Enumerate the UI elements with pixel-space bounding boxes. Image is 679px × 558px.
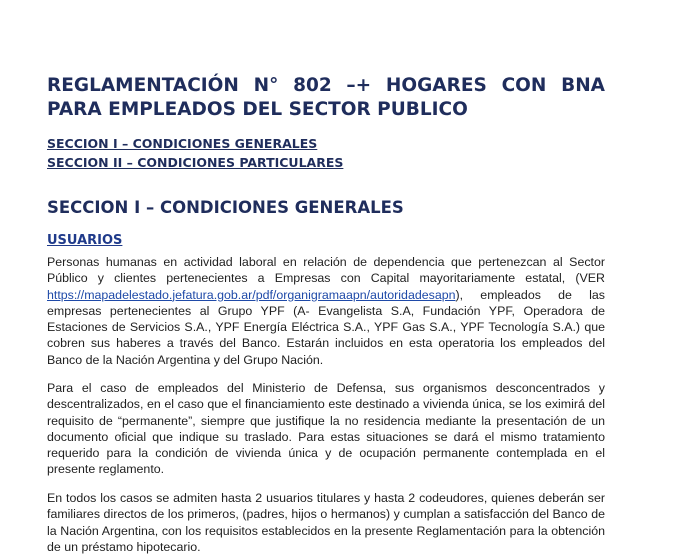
- paragraph-titulares: En todos los casos se admiten hasta 2 usuarios titulares y hasta 2 codeudores, quienes deberán ser familiares directos de los primeros, (padres, hijos o hermanos) y cumplan a satisfacción del Banco de la Nación Argentina, con los requisitos establecidos en la presente Reglamentación para la obtención de un préstamo hipotecario.: [47, 491, 605, 554]
- document-title: REGLAMENTACIÓN N° 802 –+ HOGARES CON BNA PARA EMPLEADOS DEL SECTOR PUBLICO: [47, 75, 605, 120]
- paragraph-usuarios-outro: ), empleados de las empresas pertenecientes al Grupo YPF (A- Evangelista S.A, Fundación YPF, Operadora de Estaciones de Servicios S.A., YPF Energía Eléctrica S.A., YPF Gas S.A., YPF Tecnología S.A.) que cobren sus haberes a través del Banco. Estarán incluidos en esta operatoria los empleados del Banco de la Nación Argentina y del Grupo Nación.: [47, 287, 605, 367]
- mapa-del-estado-link[interactable]: https://mapadelestado.jefatura.gob.ar/pdf/organigramaapn/autoridadesapn: [47, 287, 456, 302]
- usuarios-subheading: USUARIOS: [47, 233, 123, 248]
- paragraph-usuarios: [47, 254, 605, 368]
- table-of-contents: [47, 134, 605, 172]
- toc-item-section-2: [47, 153, 605, 172]
- toc-item-section-1: [47, 134, 605, 153]
- paragraph-defensa: Para el caso de empleados del Ministerio de Defensa, sus organismos desconcentrados y descentralizados, en el caso que el financiamiento este destinado a vivienda única, se los eximirá del requisito de “permanente”, siempre que justifique la no residencia mediante la presentación de un documento oficial que indique su traslado. Para estas situaciones se dará el mismo tratamiento requerido para la condición de vivienda única y de ocupación permanente contemplada en el presente reglamento.: [47, 381, 605, 477]
- section-heading: SECCION I – CONDICIONES GENERALES: [47, 198, 404, 217]
- toc-link-section-2[interactable]: SECCION II – CONDICIONES PARTICULARES: [47, 155, 344, 170]
- toc-link-section-1[interactable]: SECCION I – CONDICIONES GENERALES: [47, 136, 318, 151]
- paragraph-usuarios-intro: Personas humanas en actividad laboral en relación de dependencia que pertenezcan al Sector Público y clientes pertenecientes a Empresas con Capital mayoritariamente estatal, (VER: [47, 255, 605, 286]
